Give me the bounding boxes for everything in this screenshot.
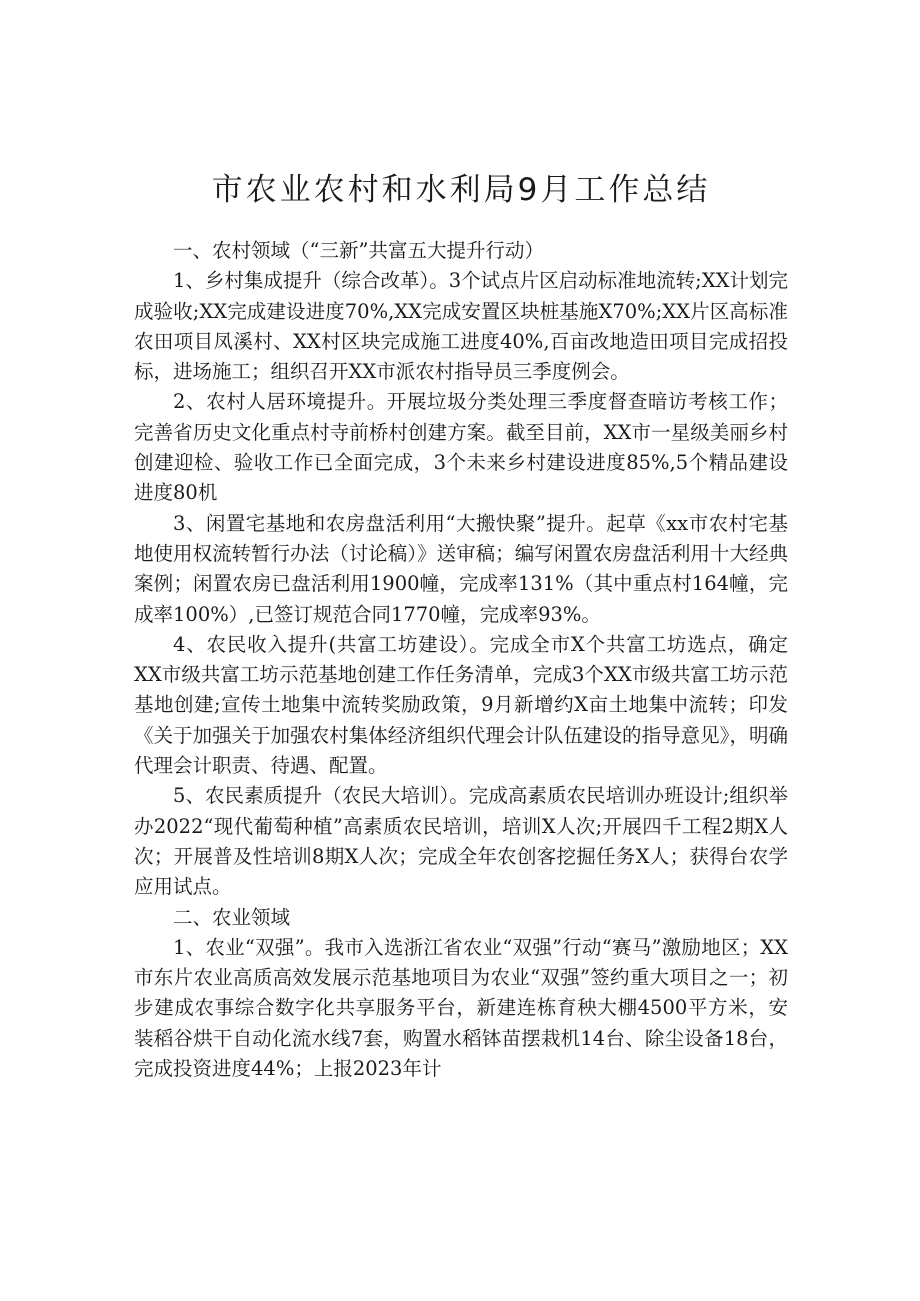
paragraph-rural-integration: 1、乡村集成提升（综合改革）。3个试点片区启动标准地流转;XX计划完成验收;XX完成建设进度70%,XX完成安置区块桩基施X70%;XX片区高标准农田项目凤溪村、XX村区块完成施工进度40%,百亩改地造田项目完成招投标，进场施工；组织召开XX市派农村指导员三季度例会。 <box>134 269 788 384</box>
document-page <box>134 0 788 1084</box>
paragraph-farmer-training: 5、农民素质提升（农民大培训）。完成高素质农民培训办班设计;组织举办2022“现代葡萄种植”高素质农民培训，培训X人次;开展四千工程2期X人次；开展普及性培训8期X人次；完成全年农创客挖掘任务X人；获得台农学应用试点。 <box>134 784 788 899</box>
paragraph-double-strong: 1、农业“双强”。我市入选浙江省农业“双强”行动“赛马”激励地区；XX市东片农业高质高效发展示范基地项目为农业“双强”签约重大项目之一；初步建成农事综合数字化共享服务平台，新建连栋育秧大棚4500平方米，安装稻谷烘干自动化流水线7套，购置水稻钵苗摆栽机14台、除尘设备18台，完成投资进度44%；上报2023年计 <box>134 935 788 1081</box>
paragraph-farmer-income: 4、农民收入提升(共富工坊建设）。完成全市X个共富工坊选点，确定XX市级共富工坊示范基地创建工作任务清单，完成3个XX市级共富工坊示范基地创建;宣传土地集中流转奖励政策，9月新增约X亩土地集中流转；印发《关于加强关于加强农村集体经济组织代理会计队伍建设的指导意见》，明确代理会计职责、待遇、配置。 <box>134 632 788 778</box>
paragraph-living-environment: 2、农村人居环境提升。开展垃圾分类处理三季度督查暗访考核工作；完善省历史文化重点村寺前桥村创建方案。截至目前，XX市一星级美丽乡村创建迎检、验收工作已全面完成，3个未来乡村建设进度85%,5个精品建设进度80机 <box>134 390 788 505</box>
section-heading-rural: 一、农村领域（“三新”共富五大提升行动） <box>173 239 544 262</box>
section-heading-agriculture: 二、农业领域 <box>173 905 291 929</box>
document-body <box>134 236 788 1084</box>
paragraph-idle-homesteads: 3、闲置宅基地和农房盘活利用“大搬快聚”提升。起草《xx市农村宅基地使用权流转暂行办法（讨论稿）》送审稿；编写闲置农房盘活利用十大经典案例；闲置农房已盘活利用1900幢，完成率131%（其中重点村164幢，完成率100%）,已签订规范合同1770幢，完成率93%。 <box>134 511 788 626</box>
document-title: 市农业农村和水利局9月工作总结 <box>211 172 711 208</box>
